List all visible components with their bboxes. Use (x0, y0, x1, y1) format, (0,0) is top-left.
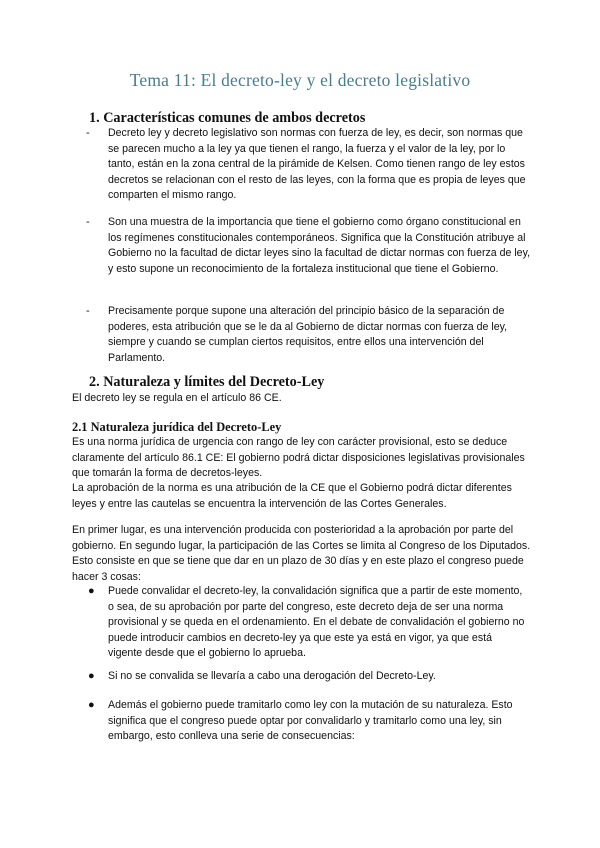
bullet-icon: ● (88, 699, 95, 711)
section-1-heading: 1. Características comunes de ambos decretos (89, 110, 366, 126)
dash-marker: - (86, 216, 90, 228)
list-item (88, 698, 528, 745)
list-item (86, 215, 532, 277)
section-2-intro: El decreto ley se regula en el artículo 86 CE. (72, 392, 282, 404)
paragraph: Es una norma jurídica de urgencia con rango de ley con carácter provisional, esto se deduce claramente del artículo 86.1 CE: El gobierno podrá dictar disposiciones legislativas provisionales que tomarán la forma de decretos-leyes. (72, 436, 525, 479)
list-item-text: Además el gobierno puede tramitarlo como ley con la mutación de su naturaleza. Esto significa que el congreso puede optar por convalidarlo y tramitarlo como una ley, sin embargo, esto conlleva una serie de consecuencias: (108, 699, 513, 742)
dash-marker: - (86, 127, 90, 139)
subsection-heading: 2.1 Naturaleza jurídica del Decreto-Ley (72, 420, 282, 434)
section-2-heading: 2. Naturaleza y límites del Decreto-Ley (89, 374, 325, 390)
list-item (86, 304, 532, 366)
list-item-text: Precisamente porque supone una alteración del principio básico de la separación de poderes, esta atribución que se le da al Gobierno de dictar normas con fuerza de ley, siempre y cuando se cumplan ciertos requisitos, entre ellos una intervención del Parlamento. (108, 305, 508, 364)
list-item-text: Puede convalidar el decreto-ley, la convalidación significa que a partir de este momento, o sea, de su aprobación por parte del congreso, este decreto deja de ser una norma provisional y se queda en el ordenamiento. En el debate de convalidación el gobierno no puede introducir cambios en decreto-ley ya que este ya está en vigor, ya que está vigente desde que el gobierno lo aprueba. (108, 585, 525, 659)
bullet-icon: ● (88, 670, 95, 682)
paragraph: En primer lugar, es una intervención producida con posterioridad a la aprobación por parte del gobierno. En segundo lugar, la participación de las Cortes se limita al Congreso de los Diputados. Esto consiste en que se tiene que dar en un plazo de 30 días y en este plazo el congreso puede hacer 3 cosas: (72, 524, 531, 583)
bullet-icon: ● (88, 585, 95, 597)
list-item (88, 669, 528, 685)
page-title: Tema 11: El decreto-ley y el decreto legislativo (129, 70, 471, 90)
list-item-text: Si no se convalida se llevaría a cabo una derogación del Decreto-Ley. (108, 670, 436, 682)
list-item-text: Decreto ley y decreto legislativo son normas con fuerza de ley, es decir, son normas que se parecen mucho a la ley ya que tienen el rango, la fuerza y el valor de la ley, por lo tanto, están en la zona central de la pirámide de Kelsen. Como tienen rango de ley estos decretos se relacionan con el resto de las leyes, con la forma que es propia de leyes que comparten el mismo rango. (108, 127, 526, 201)
paragraph: La aprobación de la norma es una atribución de la CE que el Gobierno podrá dictar diferentes leyes y entre las cautelas se encuentra la intervención de las Cortes Generales. (72, 482, 512, 510)
list-item-text: Son una muestra de la importancia que tiene el gobierno como órgano constitucional en los regímenes constitucionales contemporáneos. Significa que la Constitución atribuye al Gobierno no la facultad de dictar leyes sino la facultad de dictar normas con fuerza de ley, y esto supone un reconocimiento de la fortaleza institucional que tiene el Gobierno. (108, 216, 531, 275)
list-item (86, 126, 532, 204)
dash-marker: - (86, 305, 90, 317)
list-item (88, 584, 528, 662)
